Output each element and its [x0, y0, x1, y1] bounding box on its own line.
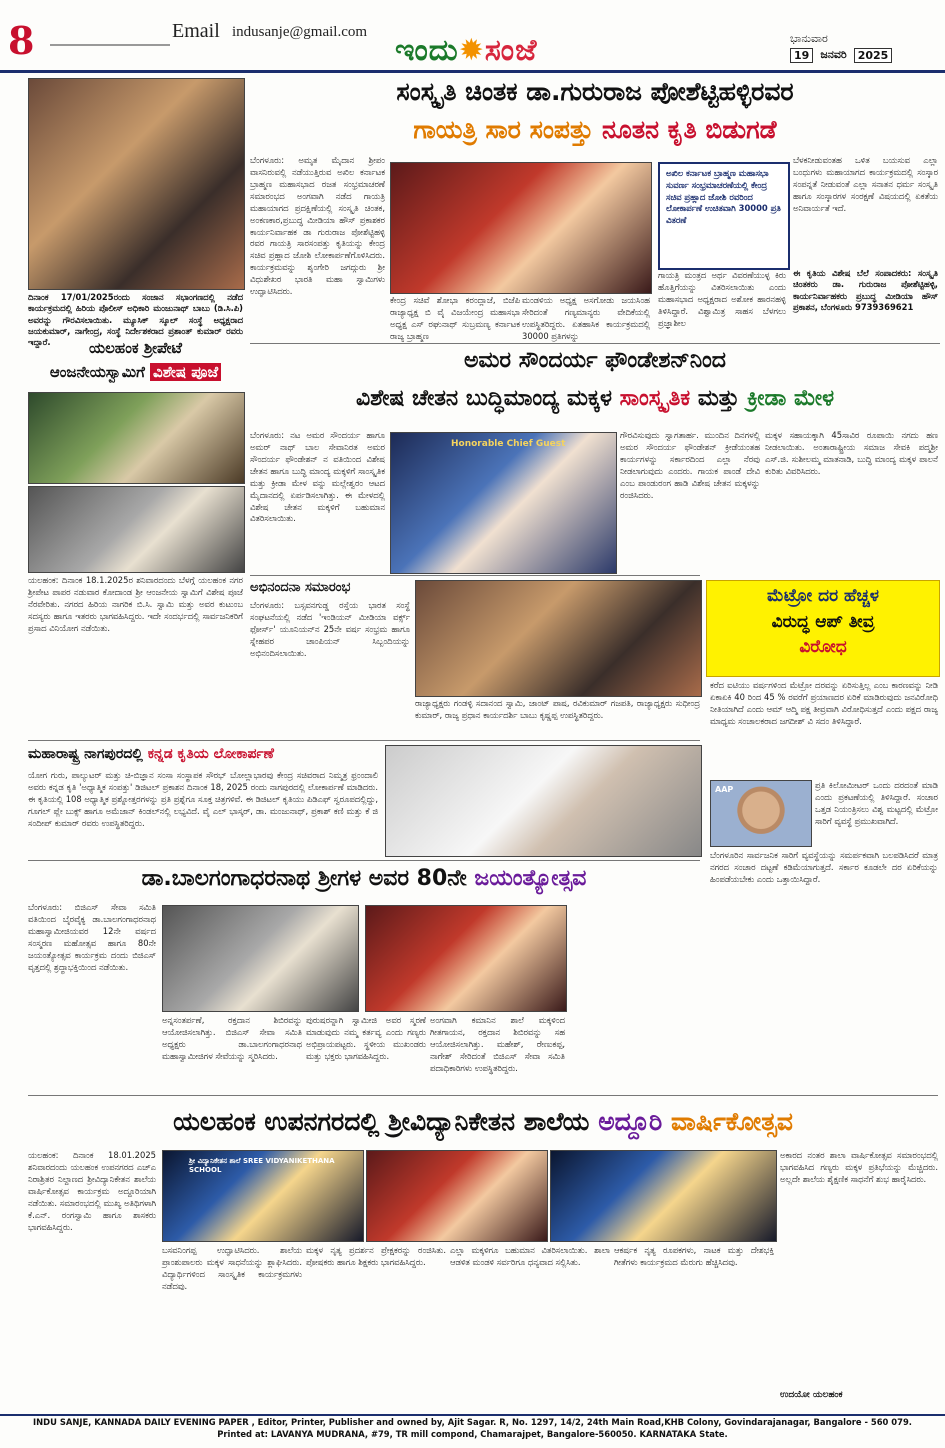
story2-headline-line2 — [28, 364, 243, 381]
story1-author: ಈ ಕೃತಿಯ ವಿಶೇಷ ಬೆಲೆ ಸಂಪಾದಕರು: ಸಂಸ್ಕೃತಿ ಚಿಂತಕರು ಡಾ. ಗುರುರಾಜ ಪೋಶೆಟ್ಟಿಹಳ್ಳಿ, ಕಾರ್ಯನಿರ್ವಾಹಕರು ಪ್ರಬುದ್ಧ ಮೀಡಿಯಾ ಹೌಸ್ ಪ್ರಕಾಶನ, ಬೆಂಗಳೂರು 9739369621 — [793, 268, 938, 313]
book-launch-photo — [385, 745, 702, 857]
story7-col2: ಅನ್ನಸಂತರ್ಪಣೆ, ರಕ್ತದಾನ ಶಿಬಿರವನ್ನು ಆಯೋಜಿಸಲಾಗಿತ್ತು. ಬಿಜಿಎಸ್ ಸೇವಾ ಸಮಿತಿ ಅಧ್ಯಕ್ಷರು ಡಾ.ಬಾಲಗಂಗಾಧರನಾಥ ಮಹಾಸ್ವಾಮೀಜಿಗಳ ಸೇವೆಯನ್ನು ಸ್ಮರಿಸಿದರು. — [162, 1015, 302, 1061]
spokesperson-photo — [710, 780, 812, 847]
story6-headline-b: ವಿರುದ್ಧ ಆಪ್ ತೀವ್ರ — [771, 611, 875, 632]
highlight-text: ಅಖಿಲ ಕರ್ನಾಟಕ ಬ್ರಾಹ್ಮಣ ಮಹಾಸಭಾ ಸುವರ್ಣ ಸಂಭ್ರಮಾಚರಣೆಯಲ್ಲಿ ಕೇಂದ್ರ ಸಚಿವ ಪ್ರಹ್ಲಾದ ಜೋಶಿ ರವರಿಂದ ಲೋಕಾರ್ಪಣೆ ಉಚಿತವಾಗಿ 30000 ಪ್ರತಿ ವಿತರಣೆ — [666, 168, 781, 226]
date-day: 19 — [790, 48, 813, 63]
sun-icon: ✹ — [458, 33, 485, 68]
story8-col3: ಮಕ್ಕಳ ನೃತ್ಯ ಪ್ರದರ್ಶನ ಪ್ರೇಕ್ಷಕರನ್ನು ರಂಜಿಸಿತು. ಪೋಷಕರು ಹಾಗೂ ಶಿಕ್ಷಕರು ಭಾಗವಹಿಸಿದ್ದರು. — [306, 1245, 446, 1267]
email-label: Email — [172, 20, 220, 42]
story1-headline-highlight: ಗಾಯತ್ರಿ ಸಾರ ಸಂಪತ್ತು — [413, 115, 594, 144]
dance-photo — [550, 1150, 777, 1242]
masthead — [0, 0, 945, 70]
story8-headline-a: ಯಲಹಂಕ ಉಪನಗರದಲ್ಲಿ ಶ್ರೀವಿದ್ಯಾನಿಕೇತನ ಶಾಲೆಯ — [173, 1107, 590, 1136]
story8-headline — [28, 1108, 938, 1137]
story5-headline-a: ಮಹಾರಾಷ್ಟ್ರ ನಾಗಪುರದಲ್ಲಿ — [28, 746, 143, 762]
story1-col2: ಕೇಂದ್ರ ಸಚಿವೆ ಶೋಭಾ ಕರಂದ್ಲಾಜೆ, ಬಿಜೆಪಿ ರಾಜ್ಯಾಧ್ಯಕ್ಷ ಬಿ ವೈ ವಿಜಯೇಂದ್ರ ಮಹಾಸಭಾ ಅಧ್ಯಕ್ಷ ಎಸ್ ರಘುನಾಥ್ ಸುಬ್ರಮಣ್ಯ ಕರ್ನಾಟಕ ರಾಜ್ಯ ಬ್ರಾಹ್ಮಣ — [390, 295, 520, 341]
story6-col-bottom: ಬೆಂಗಳೂರಿನ ಸಾರ್ವಜನಿಕ ಸಾರಿಗೆ ವ್ಯವಸ್ಥೆಯನ್ನು ಸಮರ್ಪಕವಾಗಿ ಬಲಪಡಿಸಿದರೆ ಮಾತ್ರ ನಗರದ ಸಂಚಾರ ದಟ್ಟಣೆ ಕಡಿಮೆಯಾಗುತ್ತದೆ. ಸರ್ಕಾರ ಕೂಡಲೇ ದರ ಏರಿಕೆಯನ್ನು ಹಿಂಪಡೆಯಬೇಕು ಎಂದು ಒತ್ತಾಯಿಸಿದ್ದಾರೆ. — [710, 850, 938, 884]
story3-col2: ಗೌರವಿಸುವುದು ಸ್ವಾಗತಾರ್ಹ. ಮುಂದಿನ ದಿನಗಳಲ್ಲಿ ಅಮರ ಸೌಂದರ್ಯ ಫೌಂಡೇಶನ್ ಕ್ರೀಡೆಯಂತಹ ಕಾರ್ಯಗಳನ್ನು ಸರ್ಕಾರದಿಂದ ಎಲ್ಲಾ ನೆರವು ನೀಡಲಾಗುವುದು ಎಂದರು. ಗಾಯಕ ಪಾಂಡೆ ದೇವಿ ಎಂಬ ಪಾಂಡುರಂಗ ಹಾಡಿ ವಿಶೇಷ ಚೇತನ ಮಕ್ಕಳನ್ನು ರಂಜಿಸಿದರು. — [620, 430, 760, 500]
footer-line1: INDU SANJE, KANNADA DAILY EVENING PAPER , Editor, Printer, Publisher and owned by, Ajit Sagar. R, No. 1297, 14/2, 24th Main Road,KHB Colony, Govindarajanagar, Bangalore - 560 079. — [33, 1417, 912, 1427]
story1-headline-line2 — [250, 116, 940, 145]
story5-headline-b: ಕನ್ನಡ ಕೃತಿಯ ಲೋಕಾರ್ಪಣೆ — [147, 746, 274, 762]
imprint-footer — [0, 1414, 945, 1448]
story6-col-mid: ಪ್ರತಿ ಕಿಲೋಮೀಟರ್ ಒಂದು ದರದಂತೆ ಮಾಡಿ ಎಂದು ಪ್ರಕಟಣೆಯಲ್ಲಿ ತಿಳಿಸಿದ್ದಾರೆ. ಸಂಚಾರ ಒತ್ತಡ ನಿಯಂತ್ರಿಸಲು ವಿಶ್ವ ಮಟ್ಟದಲ್ಲಿ ಮೆಟ್ರೋ ಸಾರಿಗೆ ವ್ಯವಸ್ಥೆ ಪ್ರಮುಖವಾಗಿದೆ. — [815, 780, 938, 826]
story5-body: ಯೋಗ ಗುರು, ಪಾಲ್ಯುಟರ್ ಮತ್ತು ಚಿ-ಬಿಜ್ಞಾನ ಸಂಸಾ ಸಂಸ್ಥಾಪಕ ಸೌರಭ್ ಬೋಲ್ಲಾಭಾರವು ಕೇಂದ್ರ ಸಚಿವರಾದ ನಿಮ್ಮತ್ರ ಫ್ರಂಂದಾಲಿ ಅವರು ಕನ್ನಡ ಕೃತಿ 'ಅಧ್ಯಾತ್ಮಿಕ ಸಂಪತ್ತು' ಡಿಜಿಟಲ್ ಪ್ರಕಾಶನ ದಿನಾಂಕ 18, 2025 ರಂದು ನಾಗಪುರದಲ್ಲಿ ಲೋಕಾರ್ಪಣೆ ಮಾಡಿದರು. ಈ ಕೃತಿಯಲ್ಲಿ 108 ಅಧ್ಯಾತ್ಮಿಕ ಪ್ರಶ್ನೋತ್ತರಗಳನ್ನು ಪ್ರತಿ ಪ್ರಶ್ನೆಗೂ ಸೂಕ್ತ ಚಿತ್ರಗಳಿವೆ. ಈ ಡಿಜಿಟಲ್ ಕೃತಿಯು ಪಿಡಿಎಫ್ ಸ್ವರೂಪದಲ್ಲಿದ್ದು, ಗೂಗಲ್ ಪ್ಲೇ ಬುಕ್ಸ್ ಹಾಗೂ ಅಮೆಜಾನ್ ಕಿಂಡಲ್‌ನಲ್ಲಿ ಲಭ್ಯವಿದೆ. ವೈ ಎಲ್ ಭಾಸ್ಕರ್, ಡಾ. ಮಂಜುನಾಥ್, ಪ್ರಕಾಶ್ ಕಣಿ ಮತ್ತು ಕೆ ಜಿ ಸಂದೀಪ್ ಕುಮಾರ್ ರವರು ಉಪಸ್ಥಿತರಿದ್ದರು. — [28, 770, 378, 828]
divider — [28, 860, 700, 861]
story2-headline-line1: ಯಲಹಂಕ ಶ್ರೀಪೇಟೆ — [89, 339, 182, 357]
story7-col4 — [570, 902, 700, 1090]
story2-body: ಯಲಹಂಕ: ದಿನಾಂಕ 18.1.2025ರ ಶನಿವಾರದಂದು ಬೆಳಗ್ಗೆ ಯಲಹಂಕ ನಗರ ಶ್ರೀಪೇಟ ಪಾಪರ ನಡುವಾರ ಕೋದಾಂಡ ಶ್ರೀ ಆಂಜನೇಯ ಸ್ವಾಮಿಗೆ ವಿಶೇಷ ಪೂಜೆ ನೆರವೇರಿತು. ನಗರದ ಹಿರಿಯ ನಾಗರಿಕ ಬಿ.ಸಿ. ಸ್ವಾಮಿ ಮತ್ತು ಅವರ ಕುಟುಂಬ ಸದಸ್ಯರು ಹಾಗೂ ಇತರರು ಭಾಗವಹಿಸಿದ್ದರು. ಇದೇ ಸಂದರ್ಭದಲ್ಲಿ ಸಾರ್ವಜನಿಕರಿಗೆ ಪ್ರಸಾದ ವಿನಿಯೋಗ ನಡೆಯಿತು. — [28, 575, 243, 633]
story4-col2: ರಾಜ್ಯಾಧ್ಯಕ್ಷರು ಗಂಡಳ್ಳಿ ಸದಾನಂದ ಸ್ವಾಮಿ, ಜಾಂಟ್ ಪಾಷ, ರವಿಕುಮಾರ್ ಗಜಪತಿ, ರಾಜ್ಯಾಧ್ಯಕ್ಷರು ಸುಧೀಂದ್ರ ಕುಮಾರ್, ರಾಜ್ಯ ಪ್ರಧಾನ ಕಾರ್ಯದರ್ಶಿ ಬಾಬು ಕೃಷ್ಣಪ್ಪ ಉಪಸ್ಥಿತರಿದ್ದರು. — [415, 698, 700, 720]
story2-headline-highlight: ವಿಶೇಷ ಪೂಜೆ — [150, 363, 221, 381]
page-number: 8 — [8, 18, 35, 63]
story8-col6: ಅಕಾರದ ನಂತರ ಶಾಲಾ ವಾರ್ಷಿಕೋತ್ಸವ ಸಮಾರಂಭದಲ್ಲಿ ಭಾಗವಹಿಸಿದ ಗಣ್ಯರು ಮಕ್ಕಳ ಪ್ರತಿಭೆಯನ್ನು ಮೆಚ್ಚಿದರು. ಅಲ್ಲದೇ ಶಾಲೆಯ ಶೈಕ್ಷಣಿಕ ಸಾಧನೆಗೆ ಶುಭ ಹಾರೈಸಿದರು. — [780, 1150, 938, 1184]
story3-col3: ಮಕ್ಕಳ ಸಹಾಯಕ್ಕಾಗಿ 45ಸಾವಿರ ರೂಪಾಯಿ ನಗದು ಹಣ ನೀಡಲಾಯಿತು. ಅಂತಾರಾಷ್ಟ್ರೀಯ ಸಮಾಜ ಸೇವಕಿ ಪದ್ಮಶ್ರೀ ಎಸ್.ಜಿ. ಸುಶೀಲಮ್ಮ ಮಾತನಾಡಿ, ಬುದ್ಧಿ ಮಾಂದ್ಯ ಮಕ್ಕಳ ಪಾಲನೆ ಕುರಿತು ವಿವರಿಸಿದರು. — [765, 430, 938, 476]
story1-col3: ಮಂಡಳಿಯ ಅಧ್ಯಕ್ಷ ಅಸಗೋಡು ಜಯಸಿಂಹ ಸೇರಿದಂತೆ ಗಣ್ಯಮಾನ್ಯರು ವೇದಿಕೆಯಲ್ಲಿ ಉಪಸ್ಥಿತರಿದ್ದರು. ಏತಹಾಸಿಕ ಕಾರ್ಯಕ್ರಮದಲ್ಲಿ 30000 ಪ್ರತಿಗಳನ್ನು — [522, 295, 650, 341]
children-event-photo — [390, 432, 617, 574]
felicitation-caption: ದಿನಾಂಕ 17/01/2025ರಂದು ಸಂಜಾನ ಸಭಾಂಗಣದಲ್ಲಿ ನಡೆದ ಕಾರ್ಯಕ್ರಮದಲ್ಲಿ ಹಿರಿಯ ಪೊಲೀಸ್ ಅಧಿಕಾರಿ ಮಂಜುನಾಥ್ ಬಾಬು (ಡಿ.ಸಿ.ಪಿ) ಅವರನ್ನು ಗೌರವಿಸಲಾಯಿತು. ಮ್ಯೂಸಿಕ್ ಸ್ಕೂಲ್ ಸಂಸ್ಥೆ ಅಧ್ಯಕ್ಷರಾದ ಜಯಕುಮಾರ್, ನಾಗೇಂದ್ರ, ಸಂಸ್ಥೆ ನಿರ್ದೇಶಕರಾದ ಪ್ರಶಾಂತ್ ಕುಮಾರ್ ರವರು ಇದ್ದಾರೆ. — [28, 292, 243, 348]
logo-part2: ಸಂಜೆ — [484, 33, 538, 68]
tribute-photo — [365, 905, 567, 1012]
story3-headline-a: ವಿಶೇಷ ಚೇತನ ಬುದ್ಧಿಮಾಂದ್ಯ ಮಕ್ಕಳ — [355, 386, 612, 411]
story3-headline-line2 — [250, 386, 940, 411]
pooja-photo-2 — [28, 486, 245, 573]
story4-col1: ಬೆಂಗಳೂರು: ಬಸ್ಸವನಗುಡ್ಡ ರಸ್ತೆಯ ಭಾರತ ಸಂಸ್ಥೆ ಸಂಘಟನೆಯಲ್ಲಿ ನಡೆದ 'ಇಂಡಿಯನ್ ಮೀಡಿಯಾ ವರ್ಕ್ಸ್ ಫೋರ್ಸ್' ಯೂನಿಯನ್‌ನ 25ನೇ ವರ್ಷ ಸಂಭ್ರಮ ಹಾಗೂ ಸ್ನೇಹಪರ ಚಾಂಪಿಯನ್ ಸಿಬ್ಬಂದಿಯನ್ನು ಅಭಿನಂದಿಸಲಾಯಿತು. — [250, 600, 410, 658]
divider — [28, 1095, 938, 1096]
logo-part1: ಇಂದು — [395, 33, 459, 68]
story8-col1: ಯಲಹಂಕ: ದಿನಾಂಕ 18.01.2025 ಶನಿವಾರದಂದು ಯಲಹಂಕ ಉಪನಗರದ ಎಚ್‌ಎ ನಿರಾಶ್ರಿತರ ನಿಲ್ದಾಣದ ಶ್ರೀವಿದ್ಯಾನಿಕೇತನ ಶಾಲೆಯ ವಾರ್ಷಿಕೋತ್ಸವ ಕಾರ್ಯಕ್ರಮ ಅದ್ದೂರಿಯಾಗಿ ನಡೆಯಿತು. ಸಮಾರಂಭದಲ್ಲಿ ಮುಖ್ಯ ಅತಿಥಿಗಳಾಗಿ ಕೆ.ಎನ್. ರಂಗಸ್ವಾಮಿ ಹಾಗೂ ಶಾಸಕರು ಭಾಗವಹಿಸಿದ್ದರು. — [28, 1150, 156, 1232]
story8-col5: ಆಕರ್ಷಕ ನೃತ್ಯ ರೂಪಕಗಳು, ನಾಟಕ ಮತ್ತು ದೇಶಭಕ್ತಿ ಗೀತೆಗಳು ಕಾರ್ಯಕ್ರಮದ ಮೆರುಗು ಹೆಚ್ಚಿಸಿದವು. — [614, 1245, 774, 1267]
story8-col4: ಎಲ್ಲಾ ಮಕ್ಕಳಿಗೂ ಬಹುಮಾನ ವಿತರಿಸಲಾಯಿತು. ಶಾಲಾ ಆಡಳಿತ ಮಂಡಳಿ ಸರ್ವರಿಗೂ ಧನ್ಯವಾದ ಸಲ್ಲಿಸಿತು. — [450, 1245, 610, 1267]
footer-line2: Printed at: LAVANYA MUDRANA, #79, TR mill compond, Chamarajpet, Bangalore-560050. KARNATAKA State. — [217, 1429, 728, 1440]
email-link[interactable]: indusanje@gmail.com — [232, 24, 368, 40]
pooja-photo-1 — [28, 392, 245, 484]
divider — [250, 575, 700, 576]
story6-col-top: ಕರೆದ ಐಟಿಯು ವರ್ಷಗಳಿಂದ ಮೆಟ್ರೋ ದರವನ್ನು ಏರಿಸುತ್ತಿಲ್ಲ ಎಂಬ ಕಾರಣವನ್ನು ನೀಡಿ ಏಕಾಏಕಿ 40 ರಿಂದ 45 % ರವರೆಗೆ ಪ್ರಯಾಣದರ ಏರಿಕೆ ಮಾಡಿರುವುದು ಜನವಿರೋಧಿ ನೀತಿಯಾಗಿದೆ ಎಂದು ಆಮ್ ಆದ್ಮಿ ಪಕ್ಷ ತೀವ್ರವಾಗಿ ವಿರೋಧಿಸುತ್ತದೆ ಎಂದು ಪಕ್ಷದ ರಾಜ್ಯ ಮಾಧ್ಯಮ ಸಂಚಾಲಕರಾದ ಜಗದೀಶ್ ವಿ ಸದಂ ತಿಳಿಸಿದ್ದಾರೆ. — [710, 680, 938, 726]
felicitation-group-photo — [415, 580, 702, 697]
story5-headline — [28, 746, 378, 762]
annadana-photo — [162, 905, 359, 1012]
school-stage-photo — [162, 1150, 364, 1242]
story1-headline-rest: ನೂತನ ಕೃತಿ ಬಿಡುಗಡೆ — [602, 115, 777, 144]
date-month: ಜನವರಿ — [820, 48, 847, 61]
story8-headline-b: ಅದ್ದೂರಿ — [598, 1107, 663, 1136]
divider — [50, 44, 170, 46]
story3-headline-line1: ಅಮರ ಸೌಂದರ್ಯ ಫೌಂಡೇಶನ್‌ನಿಂದ — [463, 348, 727, 373]
book-release-photo — [390, 162, 652, 294]
story3-headline-c: ಮತ್ತು — [697, 386, 740, 411]
story8-headline-c: ವಾರ್ಷಿಕೋತ್ಸವ — [670, 1107, 793, 1136]
story8-col2: ಬಸವನಿಂಗಪ್ಪ ಉದ್ಘಾಟಿಸಿದರು. ಶಾಲೆಯ ಪ್ರಾಂಶುಪಾಲರು ಮಕ್ಕಳ ಸಾಧನೆಯನ್ನು ಶ್ಲಾಘಿಸಿದರು. ವಿದ್ಯಾರ್ಥಿಗಳಿಂದ ಸಾಂಸ್ಕೃತಿಕ ಕಾರ್ಯಕ್ರಮಗಳು ನಡೆದವು. — [162, 1245, 302, 1291]
story3-headline-b: ಸಾಂಸ್ಕೃತಿಕ — [619, 386, 691, 411]
story1-col1: ಬೆಂಗಳೂರು: ಅಮೃತ ಮೈದಾನ ಶ್ರೀಪಂ ವಾಸನಿರುವಲ್ಲಿ ನಡೆಯುತ್ತಿರುವ ಅಖಿಲ ಕರ್ನಾಟಕ ಬ್ರಾಹ್ಮಣ ಮಹಾಸಭಾದ ರಜತ ಸಂಭ್ರಮಾಚರಣೆ ಸಮಾರಂಭದ ಅಂಗವಾಗಿ ನಡೆದ ಗಾಯತ್ರಿ ಮಹಾಯಾಗದ ಪ್ರದಕ್ಷಿಣೆಯಲ್ಲಿ ಸಂಸ್ಕೃತಿ ಚಿಂತಕ, ಅಂಕಣಕಾರ,ಪ್ರಬುದ್ಧ ಮೀಡಿಯಾ ಹೌಸ್ ಪ್ರಕಾಶಕರ ಕಾರ್ಯನಿರ್ವಾಹಕ ಡಾ ಗುರುರಾಜ ಪೋಶೆಟ್ಟಿಹಳ್ಳಿ ರವರ ಗಾಯತ್ರಿ ಸಾರಸಂಪತ್ತು ಕೃತಿಯನ್ನು ಕೇಂದ್ರ ಸಚಿವ ಪ್ರಹ್ಲಾದ ಜೋಶಿ ಲೋಕಾರ್ಪಣೆಗೊಳಿಸಿದರು. ಕಾರ್ಯಕ್ರಮವನ್ನು ಶೃಂಗೇರಿ ಜಗದ್ಗುರು ಶ್ರೀ ವಿಧುಶೇಖರ ಭಾರತಿ ಮಹಾ ಸ್ವಾಮಿಗಳು ಉದ್ಘಾಟಿಸಿದರು. — [250, 155, 385, 297]
story7-col4a: ಅಂಗವಾಗಿ ಕಮಾನಿನ ಶಾಲೆ ಮಕ್ಕಳಿಂದ ಗೀತಗಾಯನ, ರಕ್ತದಾನ ಶಿಬಿರವನ್ನು ಸಹ ಆಯೋಜಿಸಲಾಗಿತ್ತು. ಮಹೇಶ್, ರೇಣುಕಪ್ಪ, ನಾಗೇಶ್ ಸೇರಿದಂತೆ ಬಿಜಿಎಸ್ ಸೇವಾ ಸಮಿತಿ ಪದಾಧಿಕಾರಿಗಳು ಉಪಸ್ಥಿತರಿದ್ದರು. — [430, 1015, 565, 1073]
felicitation-photo — [28, 78, 245, 290]
weekday: ಭಾನುವಾರ — [790, 32, 828, 45]
story1-col5: ಬೆಳಕನೀಡುವಂತಹ ಒಳಿತ ಬಯಸುವ ಎಲ್ಲಾ ಬಂಧುಗಳು ಮಹಾಯಾಗದ ಕಾರ್ಯಕ್ರಮದಲ್ಲಿ ಸಂಸ್ಕಾರ ಸಂಪನ್ನತೆ ನೀಡುವಂತೆ ಎಲ್ಲಾ ಸನಾತನ ಧರ್ಮ ಸಂಸ್ಕೃತಿ ಹಾಗೂ ಸಂಸ್ಕಾರಗಳ ಸಂರಕ್ಷಣೆ ವಿಷಯದಲ್ಲಿ ಏಕತೆಯ ಅನಿವಾರ್ಯತೆ ಇದೆ. — [793, 155, 938, 213]
story3-col1: ಬೆಂಗಳೂರು: ನಟ ಅಮರ ಸೌಂದರ್ಯ ಹಾಗೂ ಅಮರ್ ನಾಥ್ ಬಾಲ ಸೇವಾನಿರತ ಅಮರ ಸೌಂದರ್ಯ ಫೌಂಡೇಶನ್ ನ ವತಿಯಿಂದ ವಿಶೇಷ ಚೇತನ ಹಾಗೂ ಬುದ್ಧಿ ಮಾಂದ್ಯ ಮಕ್ಕಳಿಗೆ ಸಾಂಸ್ಕೃತಿಕ ಮತ್ತು ಕ್ರೀಡಾ ಮೇಳ ವನ್ನು ಮಲ್ಲೇಶ್ವರಂ ಆಟದ ಮೈದಾನದಲ್ಲಿ ಏರ್ಪಡಿಸಲಾಗಿತ್ತು. ಈ ಮೇಳದಲ್ಲಿ ವಿಶೇಷ ಚೇತನ ಮಕ್ಕಳಿಗೆ ಬಹುಮಾನ ವಿತರಿಸಲಾಯಿತು. — [250, 430, 385, 524]
guests-photo — [366, 1150, 548, 1242]
newspaper-logo — [395, 33, 537, 68]
masthead-rule — [0, 70, 945, 73]
story7-headline — [28, 866, 700, 891]
date-year: 2025 — [854, 48, 893, 63]
divider — [28, 740, 700, 741]
party-label: AAP — [715, 785, 734, 794]
story3-headline-d: ಕ್ರೀಡಾ ಮೇಳ — [746, 386, 835, 411]
story2-headline-text: ಆಂಜನೇಯಸ್ವಾಮಿಗೆ — [49, 363, 145, 381]
school-banner: ಶ್ರೀ ವಿದ್ಯಾನಿಕೇತನ ಶಾಲೆ SREE VIDYANIKETHANA SCHOOL — [189, 1157, 335, 1174]
metro-headline-box — [706, 580, 940, 677]
story7-col3: ಪುರುಷರನ್ನಾಗಿ ಸ್ವಾಮೀಜಿ ಅವರ ಸ್ಮರಣೆ ಮಾಡುವುದು ನಮ್ಮ ಕರ್ತವ್ಯ ಎಂದು ಗಣ್ಯರು ಅಭಿಪ್ರಾಯಪಟ್ಟರು. ಸ್ಥಳೀಯ ಮುಖಂಡರು ಮತ್ತು ಭಕ್ತರು ಭಾಗವಹಿಸಿದ್ದರು. — [306, 1015, 426, 1061]
story1-col4: ಗಾಯತ್ರಿ ಮಂತ್ರದ ಅರ್ಥ ವಿವರಣೆಯುಳ್ಳ ಕಿರು ಹೊತ್ತಿಗೆಯನ್ನು ವಿತರಿಸಲಾಯಿತು ಎಂದು ಮಹಾಸಭಾದ ಅಧ್ಯಕ್ಷರಾದ ಅಶೋಕ ಹಾರನಹಳ್ಳಿ ತಿಳಿಸಿದ್ದಾರೆ. ವಿಶ್ವಾಮಿತ್ರ ಸಾಹಸ ಬೆಳಗಲು ಪ್ರಜ್ಞಾಶೀಲ — [658, 270, 786, 328]
story7-headline-a: ಡಾ.ಬಾಲಗಂಗಾಧರನಾಥ ಶ್ರೀಗಳ ಅವರ 80ನೇ — [141, 866, 467, 891]
story7-headline-b: ಜಯಂತ್ಯೋತ್ಸವ — [474, 866, 587, 891]
story8-byline: ಉದಯೋ ಯಲಹಂಕ — [780, 1390, 843, 1400]
highlight-box — [658, 162, 790, 270]
story1-headline-line1: ಸಂಸ್ಕೃತಿ ಚಿಂತಕ ಡಾ.ಗುರುರಾಜ ಪೋಶೆಟ್ಟಿಹಳ್ಳಿರವರ — [396, 77, 794, 106]
divider — [250, 343, 940, 344]
story6-headline-a: ಮೆಟ್ರೋ ದರ ಹೆಚ್ಚಳ — [767, 586, 879, 606]
story7-col1: ಬೆಂಗಳೂರು: ಬಿಜಿಎಸ್ ಸೇವಾ ಸಮಿತಿ ವತಿಯಿಂದ ಬೈರವೈಕ್ಯ ಡಾ.ಬಾಲಗಂಗಾಧರನಾಥ ಮಹಾಸ್ವಾಮೀಜಿಯವರ 12ನೇ ವರ್ಷದ ಸಂಸ್ಮರಣ ಮಹೋತ್ಸವ ಹಾಗೂ 80ನೇ ಜಯಂತ್ಯೋತ್ಸವ ಕಾರ್ಯಕ್ರಮ ದಂದು ಬಿಜಿಎಸ್ ವೃತ್ತದಲ್ಲಿ ಶ್ರದ್ಧಾಭಕ್ತಿಯಿಂದ ನಡೆಯಿತು. — [28, 902, 156, 972]
story4-headline: ಅಭಿನಂದನಾ ಸಮಾರಂಭ — [250, 580, 351, 595]
story6-headline-c: ವಿರೋಧ — [799, 637, 847, 658]
photo-banner-label: Honorable Chief Guest — [451, 439, 566, 449]
